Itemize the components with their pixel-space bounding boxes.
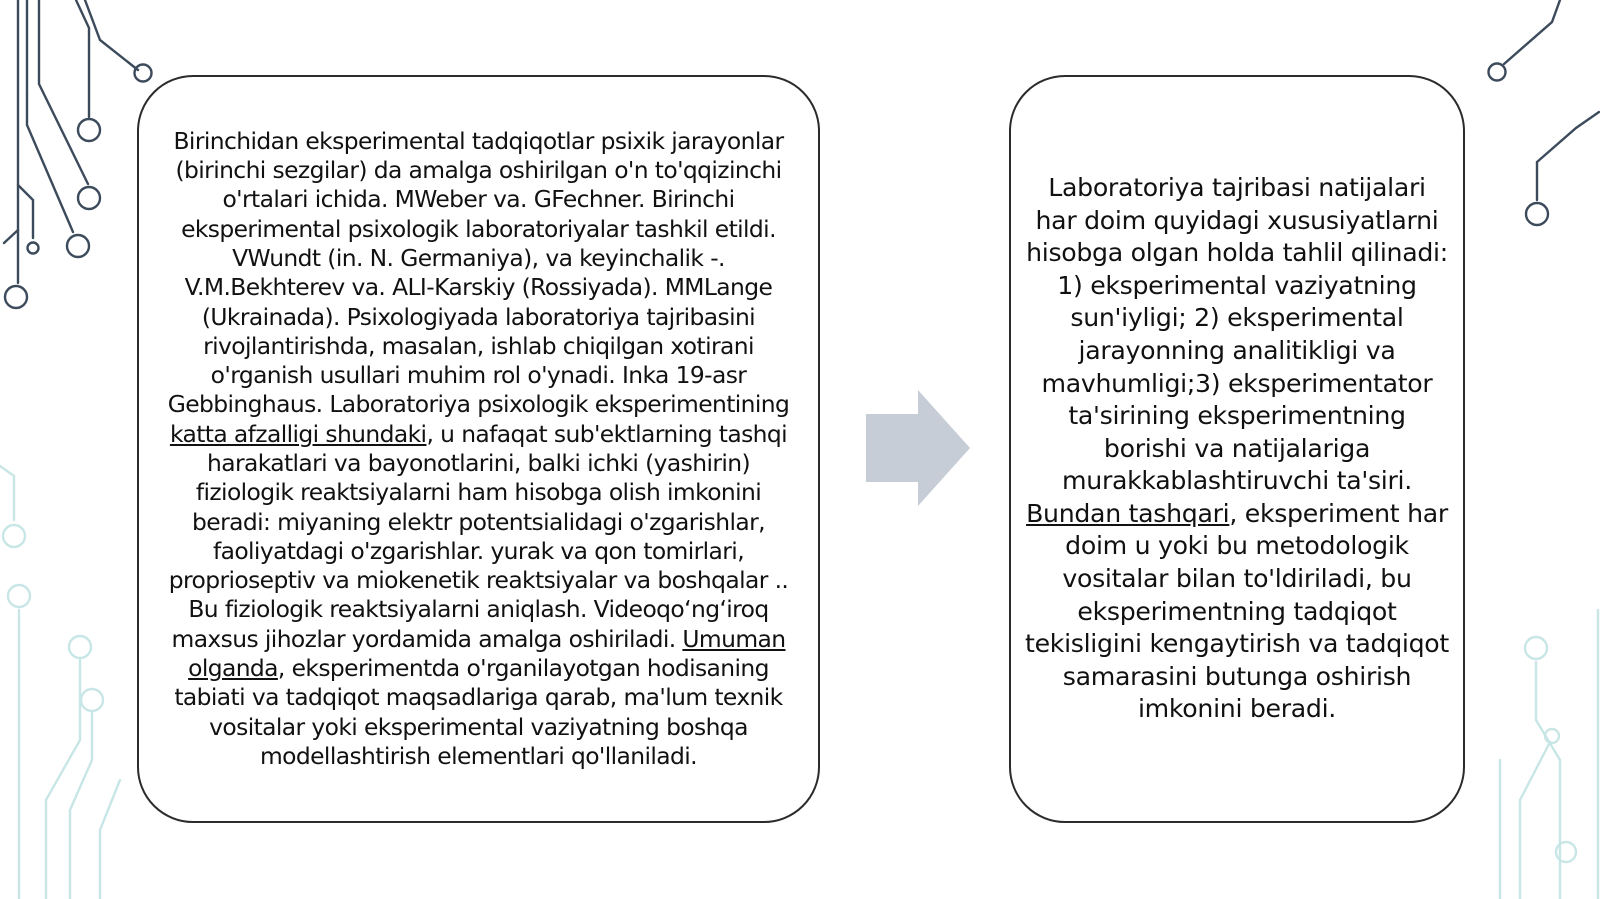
left-text-part-3: , eksperimentda o'rganilayotgan hodisaning tabiati va tadqiqot maqsadlariga qarab, ma'lum texnik vositalar yoki eksperimental vaziyatning boshqa modellashtirish elementlari qo'llaniladi. [174, 654, 783, 770]
underlined-phrase-katta-afzalligi[interactable]: katta afzalligi shundaki [169, 419, 427, 448]
right-paragraph [1025, 172, 1449, 726]
right-text-part-1: Laboratoriya tajribasi natijalari har doim quyidagi xususiyatlarni hisobga olgan holda tahlil qilinadi: 1) eksperimental vaziyatning sun'iyligi; 2) eksperimental jarayonning analitikligi va mavhumligi;3) eksperimentator ta'sirining eksperimentning borishi va natijalariga murakkablashtiruvchi ta'siri. [1026, 172, 1448, 496]
underlined-phrase-bundan-tashqari[interactable]: Bundan tashqari [1026, 498, 1230, 528]
right-text-box [1009, 75, 1465, 823]
left-paragraph [161, 127, 796, 772]
left-text-part-1: Birinchidan eksperimental tadqiqotlar psixik jarayonlar (birinchi sezgilar) da amalga oshirilgan o'n to'qqizinchi o'rtalari ichida. MWeber va. GFechner. Birinchi eksperimental psixologik laboratoriyalar tashkil etildi. VWundt (in. N. Germaniya), va keyinchalik -. V.M.Bekhterev va. ALI-Karskiy (Rossiyada). MMLange (Ukrainada). Psixologiyada laboratoriya tajribasini rivojlantirishda, masalan, ishlab chiqilgan xotirani o'rganish usullari muhim rol o'ynadi. Inka 19-asr Gebbinghaus. Laboratoriya psixologik eksperimentining [167, 126, 790, 419]
right-arrow-icon [866, 390, 970, 506]
left-text-box [137, 75, 820, 823]
right-text-part-2: , eksperiment har doim u yoki bu metodologik vositalar bilan to'ldiriladi, bu eksperimentning tadqiqot tekisligini kengaytirish va tadqiqot samarasini butunga oshirish imkonini beradi. [1025, 498, 1449, 724]
underlined-phrase-umuman-olganda[interactable]: Umuman olganda [188, 624, 786, 683]
left-text-part-2: , u nafaqat sub'ektlarning tashqi harakatlari va bayonotlarini, balki ichki (yashirin) fiziologik reaktsiyalarni ham hisobga olish imkonini beradi: miyaning elektr potentsialidagi o'zgarishlar, faoliyatdagi o'zgarishlar. yurak va qon tomirlari, proprioseptiv va miokenetik reaktsiyalar va boshqalar .. Bu fiziologik reaktsiyalarni aniqlash. Videoqo‘ng‘iroq maxsus jihozlar yordamida amalga oshiriladi. [168, 419, 789, 653]
